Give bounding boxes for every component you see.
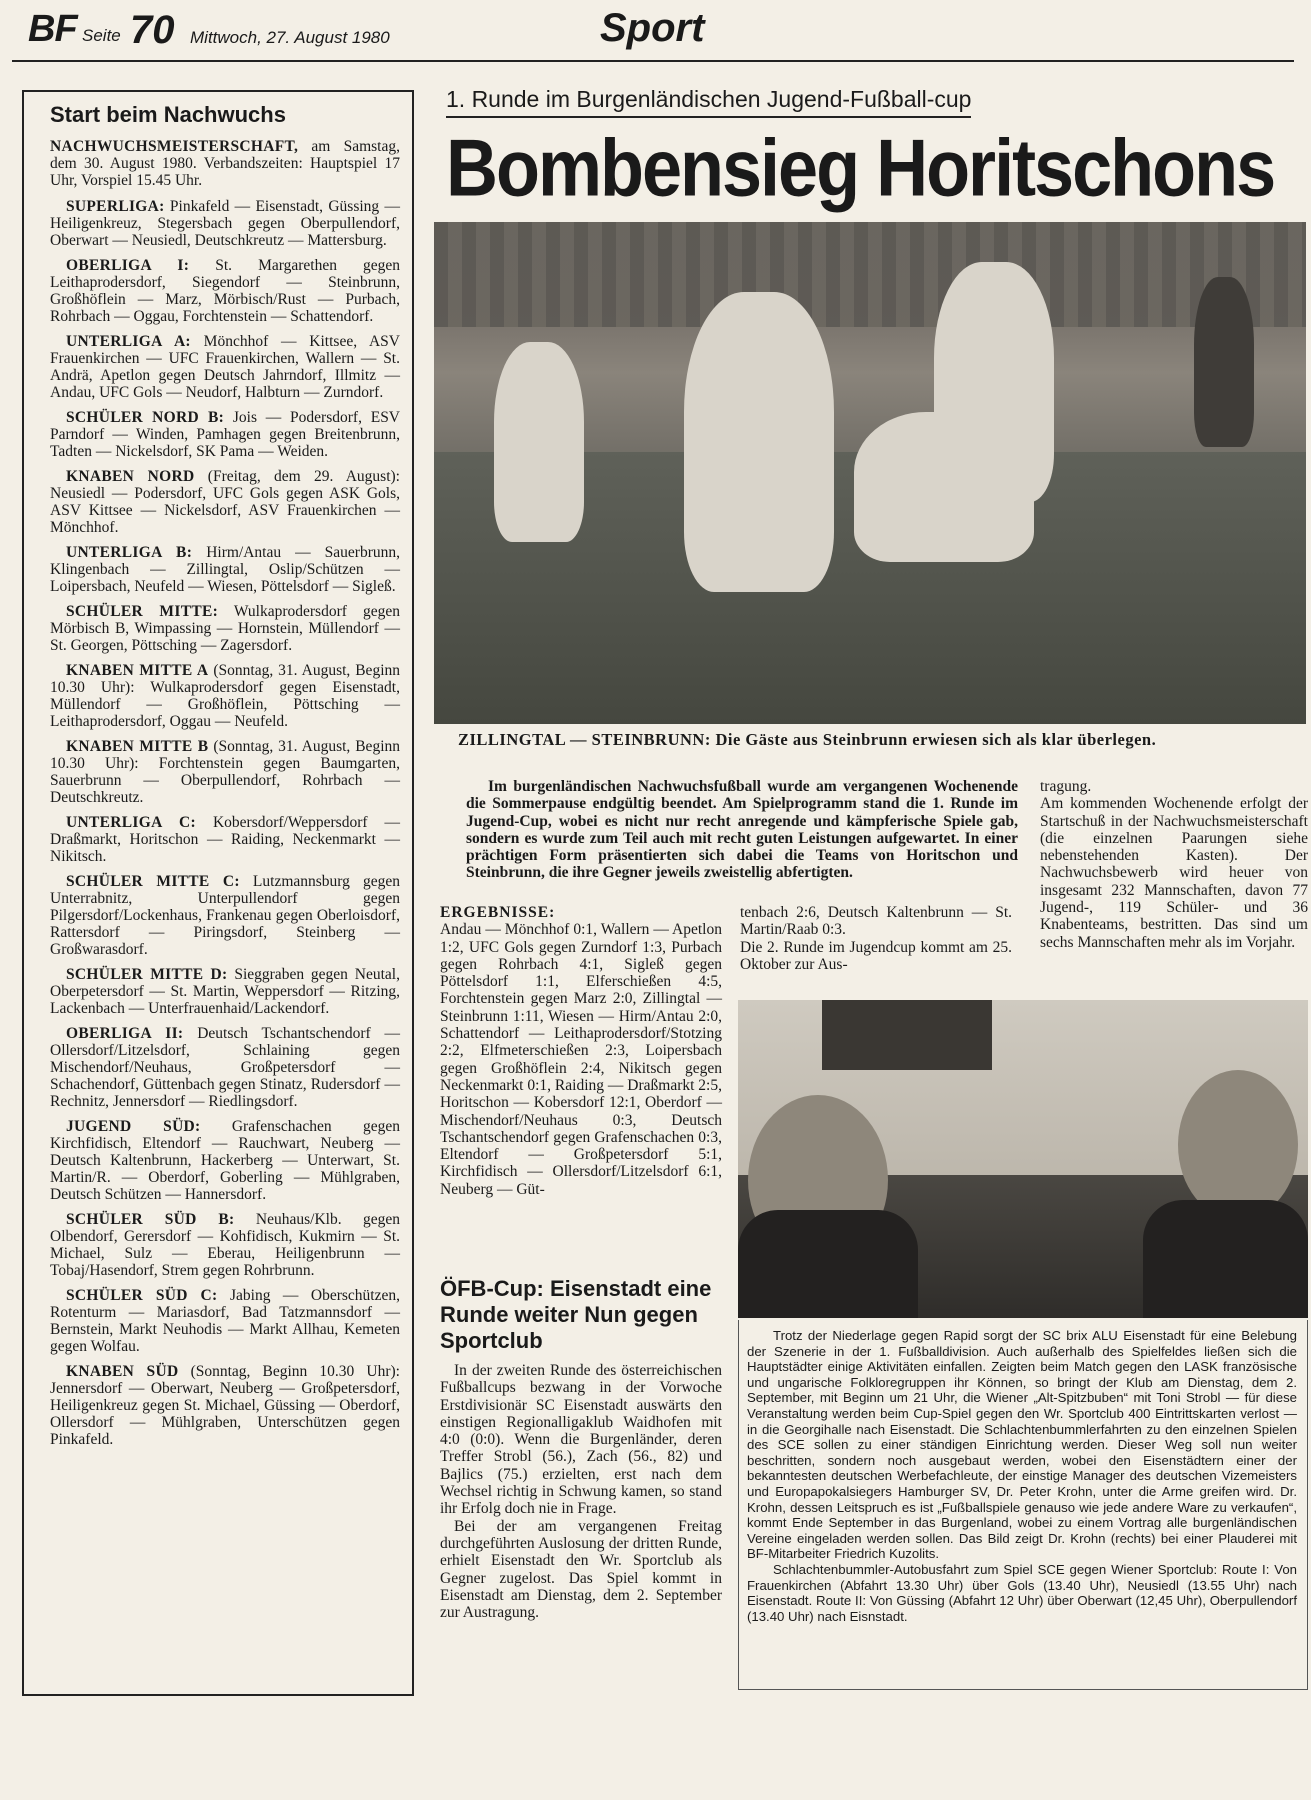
sce-text: Trotz der Niederlage gegen Rapid sorgt der SC brix ALU Eisenstadt für eine Belebung der Szenerie in der 1. Fußballdivision. Auch außerhalb des Spielfeldes ließen sich die Hauptstädter einige Aktivitäten einfallen. Zeigten beim Match gegen den LASK französische und ungarische Folkloregruppen ihr Können, so bringt der Klub am Dienstag, dem 2. September, mit Beginn um 21 Uhr, die Wiener „Alt-Spitzbuben“ mit Toni Strobl — für diese Veranstaltung werden beim Cup-Spiel gegen den Wr. Sportclub 400 Eintrittskarten verlost — in die Georgihalle nach Eisenstadt. Die Schlachtenbummlerfahrten zu den einzelnen Spielen des SCE sollen zu einer ständigen Einrichtung werden. Dieser Weg soll nun weiter beschritten, sondern noch ausgebaut werden, wobei den Eisenstädtern einer der bekanntesten deutschen Werbefachleute, der einstige Manager des deutschen Vizemeisters und Europapokalsiegers Hamburger SV, Dr. Peter Krohn, unter die Arme greifen wird. Dr. Krohn, dessen Leitspruch es ist „Fußballspiele genauso wie jede andere Ware zu verkaufen“, kommt Ende September in das Burgenland, wobei zu einem Vortrag alle burgenländischen Vereine eingeladen werden sollen. Das Bild zeigt Dr. Krohn (rechts) bei einer Plauderei mit BF-Mitarbeiter Friedrich Kuzolits. — [747, 1328, 1297, 1562]
sce-info-box — [738, 1320, 1308, 1690]
fixture-block — [50, 603, 400, 654]
issue-date: Mittwoch, 27. August 1980 — [190, 28, 390, 47]
fixture-text: Deutsch Tschantschendorf — Ollersdorf/Litzelsdorf, Schlaining gegen Mischendorf/Neuhaus, Großpetersdorf — Schachendorf, Güttenbach gegen Stinatz, Rudersdorf — Rechnitz, Jennersdorf — Riedlingsdorf. — [50, 1025, 400, 1110]
league-name: OBERLIGA II: — [66, 1025, 184, 1042]
fixture-text: (Sonntag, 31. August, Beginn 10.30 Uhr): Forchtenstein gegen Baumgarten, Sauerbrunn — Oberpullendorf, Rohrbach — Deutschkreutz. — [50, 738, 400, 806]
fixtures-sidebar — [22, 90, 414, 1696]
league-name: SCHÜLER SÜD B: — [66, 1211, 235, 1228]
fixture-text: (Freitag, dem 29. August): Neusiedl — Podersdorf, UFC Gols gegen ASK Gols, ASV Kittsee — Nickelsdorf, ASV Frauenkirchen — Mönchhof. — [50, 468, 400, 536]
league-name: SCHÜLER NORD B: — [66, 409, 225, 426]
fixture-text: Pinkafeld — Eisenstadt, Güssing — Heiligenkreuz, Stegersbach gegen Oberpullendorf, Oberwart — Neusiedl, Deutschkreutz — Mattersburg. — [50, 198, 400, 249]
fixture-block — [50, 544, 400, 595]
fixture-text: Hirm/Antau — Sauerbrunn, Klingenbach — Zillingtal, Oslip/Schützen — Loipersbach, Neufeld — Wiesen, Pöttelsdorf — Sigleß. — [50, 544, 401, 595]
fixture-block — [50, 257, 400, 325]
league-name: OBERLIGA I: — [66, 257, 190, 274]
oefb-paragraph: Bei der am vergangenen Freitag durchgeführten Auslosung der dritten Runde, erhielt Eisenstadt den Wr. Sportclub als Gegner zugelost. Das Spiel kommt in Eisenstadt am Dienstag, dem 2. September zur Austragung. — [440, 1517, 722, 1622]
fixture-block — [50, 333, 400, 401]
match-photo — [434, 222, 1306, 724]
fixture-block — [50, 198, 400, 249]
results-heading: ERGEBNISSE: — [440, 904, 556, 921]
fixture-text: Wulkaprodersdorf gegen Mörbisch B, Wimpassing — Hornstein, Müllendorf — St. Georgen, Pöttsching — Zagersdorf. — [50, 603, 400, 654]
fixture-list — [50, 198, 400, 1448]
league-name: SUPERLIGA: — [66, 198, 165, 215]
intro-text: am Samstag, dem 30. August 1980. Verbandszeiten: Hauptspiel 17 Uhr, Vorspiel 15.45 Uhr. — [50, 138, 400, 189]
league-name: KNABEN MITTE A — [66, 662, 209, 679]
fixture-block — [50, 966, 400, 1017]
photo-suit-left — [738, 1210, 918, 1318]
fixture-text: Grafenschachen gegen Kirchfidisch, Eltendorf — Rauchwart, Neuberg — Deutsch Kaltenbrunn, Hackerberg — Unterwart, St. Martin/R. — Oberdorf, Goberling — Mühlgraben, Deutsch Schützen — Hannersdorf. — [50, 1118, 400, 1203]
league-name: KNABEN MITTE B — [66, 738, 209, 755]
interview-photo — [738, 1000, 1308, 1318]
article-kicker: 1. Runde im Burgenländischen Jugend-Fußball-cup — [446, 86, 971, 118]
page-number: 70 — [130, 8, 175, 52]
results-column-2: tenbach 2:6, Deutsch Kaltenbrunn — St. Martin/Raab 0:3. Die 2. Runde im Jugendcup kommt am 25. Oktober zur Aus- — [740, 904, 1012, 973]
sidebar-title: Start beim Nachwuchs — [50, 102, 286, 127]
article-lead-continued: tragung. Am kommenden Wochenende erfolgt der Startschuß in der Nachwuchsmeisterschaft (die einzelnen Paarungen siehe nebenstehenden Kasten). Der Nachwuchsbewerb wird heuer von insgesamt 232 Mannschaften, davon 77 Jugend-, 119 Schüler- und 36 Knabenteams, bestritten. Das sind um sechs Mannschaften mehr als im Vorjahr. — [1040, 778, 1308, 951]
photo-player — [494, 342, 584, 542]
sce-bus-info: Schlachtenbummler-Autobusfahrt zum Spiel SCE gegen Wiener Sportclub: Route I: Von Frauenkirchen (Abfahrt 13.30 Uhr) über Gols (13.40 Uhr), Neusiedl (13.55 Uhr) nach Eisenstadt. Route II: Von Güssing (Abfahrt 12 Uhr) über Oberwart (12,45 Uhr), Oberpullendorf (13.40 Uhr) nach Eisnstadt. — [747, 1561, 1297, 1624]
league-name: SCHÜLER MITTE: — [66, 603, 219, 620]
header-rule — [12, 60, 1294, 62]
fixture-block — [50, 1287, 400, 1355]
fixture-text: St. Margarethen gegen Leithaprodersdorf, Siegendorf — Steinbrunn, Großhöflein — Marz, Mörbisch/Rust — Purbach, Rohrbach — Oggau, Forchtenstein — Schattendorf. — [50, 257, 401, 325]
fixture-text: Jois — Podersdorf, ESV Parndorf — Winden, Pamhagen gegen Breitenbrunn, Tadten — Nickelsdorf, SK Pama — Weiden. — [50, 409, 401, 460]
fixture-text: Jabing — Oberschützen, Rotenturm — Mariasdorf, Bad Tatzmannsdorf — Bernstein, Markt Neuhodis — Markt Allhau, Kemeten gegen Wolfau. — [50, 1287, 401, 1355]
fixture-text: Neuhaus/Klb. gegen Olbendorf, Gerersdorf — Kohfidisch, Kukmirn — St. Michael, Sulz — Eberau, Heiligenbrunn — Tobaj/Hasendorf, Strem gegen Rohrbrunn. — [50, 1211, 400, 1279]
league-name: JUGEND SÜD: — [66, 1118, 201, 1135]
fixture-text: Sieggraben gegen Neutal, Oberpetersdorf — St. Martin, Weppersdorf — Ritzing, Lackenbach — Unterfrauenhaid/Lackendorf. — [50, 966, 400, 1017]
league-name: UNTERLIGA A: — [66, 333, 191, 350]
photo-caption: ZILLINGTAL — STEINBRUNN: Die Gäste aus Steinbrunn erwiesen sich als klar überlegen. — [458, 730, 1157, 749]
fixture-block — [50, 814, 400, 865]
photo-player — [684, 292, 834, 592]
newspaper-logo: BF — [28, 8, 77, 50]
sidebar-intro — [50, 138, 400, 189]
fixture-text: Lutzmannsburg gegen Unterrabnitz, Unterpullendorf gegen Pilgersdorf/Lockenhaus, Frankenau gegen Oberloisdorf, Rattersdorf — Piringsdorf, Steinberg — Großwarasdorf. — [50, 873, 400, 958]
photo-player — [934, 262, 1054, 502]
results-column-1 — [440, 904, 722, 1198]
photo-wall-picture — [822, 1000, 992, 1070]
photo-spectator — [1194, 277, 1254, 447]
fixture-text: Kobersdorf/Weppersdorf — Draßmarkt, Horitschon — Raiding, Neckenmarkt — Nikitsch. — [50, 814, 400, 865]
photo-person-right — [1178, 1070, 1298, 1220]
league-name: KNABEN SÜD — [66, 1363, 179, 1380]
league-name: KNABEN NORD — [66, 468, 195, 485]
oefb-headline: ÖFB-Cup: Eisenstadt eine Runde weiter Nun gegen Sportclub — [440, 1276, 712, 1353]
fixture-block — [50, 662, 400, 730]
photo-suit-right — [1143, 1200, 1308, 1318]
fixture-block — [50, 409, 400, 460]
oefb-article — [440, 1362, 722, 1621]
league-name: SCHÜLER MITTE C: — [66, 873, 240, 890]
page-label: Seite — [82, 26, 121, 45]
article-headline: Bombensieg Horitschons — [446, 123, 1275, 214]
fixture-block — [50, 738, 400, 806]
league-name: UNTERLIGA B: — [66, 544, 193, 561]
league-name: SCHÜLER MITTE D: — [66, 966, 228, 983]
fixture-block — [50, 468, 400, 536]
oefb-paragraph: In der zweiten Runde des österreichischen Fußballcups bezwang in der Vorwoche Erstdivisionär SC Eisenstadt auswärts den einstigen Regionalligaklub Waidhofen mit 4:0 (0:0). Wenn die Burgenländer, deren Treffer Strobl (56.), Zach (56., 82) und Bajlics (75.) erzielten, erst nach dem Wechsel richtig in Schwung kamen, so stand ihr Erfolg doch nie in Frage. — [440, 1362, 722, 1518]
results-text-1: Andau — Mönchhof 0:1, Wallern — Apetlon 1:2, UFC Gols gegen Zurndorf 1:3, Purbach gegen Rohrbach 4:1, Sigleß gegen Pöttelsdorf 1:1, Elferschießen 4:5, Forchtenstein gegen Marz 2:0, Zillingtal — Steinbrunn 1:11, Wiesen — Hirm/Antau 2:0, Schattendorf — Leithaprodersdorf/Stotzing 2:2, Elfmeterschießen 2:3, Loipersbach gegen Großhöflein 2:4, Nikitsch gegen Neckenmarkt 0:1, Raiding — Draßmarkt 2:5, Horitschon — Kobersdorf 12:1, Oberdorf — Mischendorf/Neuhaus 0:3, Deutsch Tschantschendorf gegen Grafenschachen 0:3, Eltendorf — Großpetersdorf 5:1, Kirchfidisch — Ollersdorf/Litzelsdorf 6:1, Neuberg — Güt- — [440, 921, 722, 1198]
article-lead: Im burgenländischen Nachwuchsfußball wurde am vergangenen Wochenende die Sommerpause endgültig beendet. Am Spielprogramm stand die 1. Runde im Jugend-Cup, wobei es nicht nur recht anregende und kämpferische Spiele gab, sondern es wurde zum Teil auch mit recht guten Leistungen aufgewartet. In einer prächtigen Form präsentierten sich dabei die Teams von Horitschon und Steinbrunn, die ihre Gegner jeweils zweistellig abfertigten. — [466, 778, 1018, 882]
fixture-block — [50, 873, 400, 958]
photo-roof — [434, 222, 1306, 327]
fixture-text: (Sonntag, Beginn 10.30 Uhr): Jennersdorf — Oberwart, Neuberg — Großpetersdorf, Heiligenkreuz gegen St. Michael, Güssing — Oberdorf, Ollersdorf — Mühlgraben, Unterschützen gegen Pinkafeld. — [50, 1363, 400, 1448]
fixture-block — [50, 1025, 400, 1110]
section-title: Sport — [600, 6, 705, 50]
league-name: UNTERLIGA C: — [66, 814, 196, 831]
fixture-text: (Sonntag, 31. August, Beginn 10.30 Uhr): Wulkaprodersdorf gegen Eisenstadt, Müllendorf — Großhöflein, Pöttsching — Leithaprodersdorf, Oggau — Neufeld. — [50, 662, 400, 730]
fixture-block — [50, 1211, 400, 1279]
fixture-block — [50, 1118, 400, 1203]
league-name: SCHÜLER SÜD C: — [66, 1287, 218, 1304]
fixture-text: Mönchhof — Kittsee, ASV Frauenkirchen — UFC Frauenkirchen, Wallern — St. Andrä, Apetlon gegen Deutsch Jahrndorf, Illmitz — Andau, UFC Gols — Neudorf, Halbturn — Zurndorf. — [50, 333, 400, 401]
intro-lead: NACHWUCHSMEISTERSCHAFT, — [50, 138, 299, 155]
fixture-block — [50, 1363, 400, 1448]
